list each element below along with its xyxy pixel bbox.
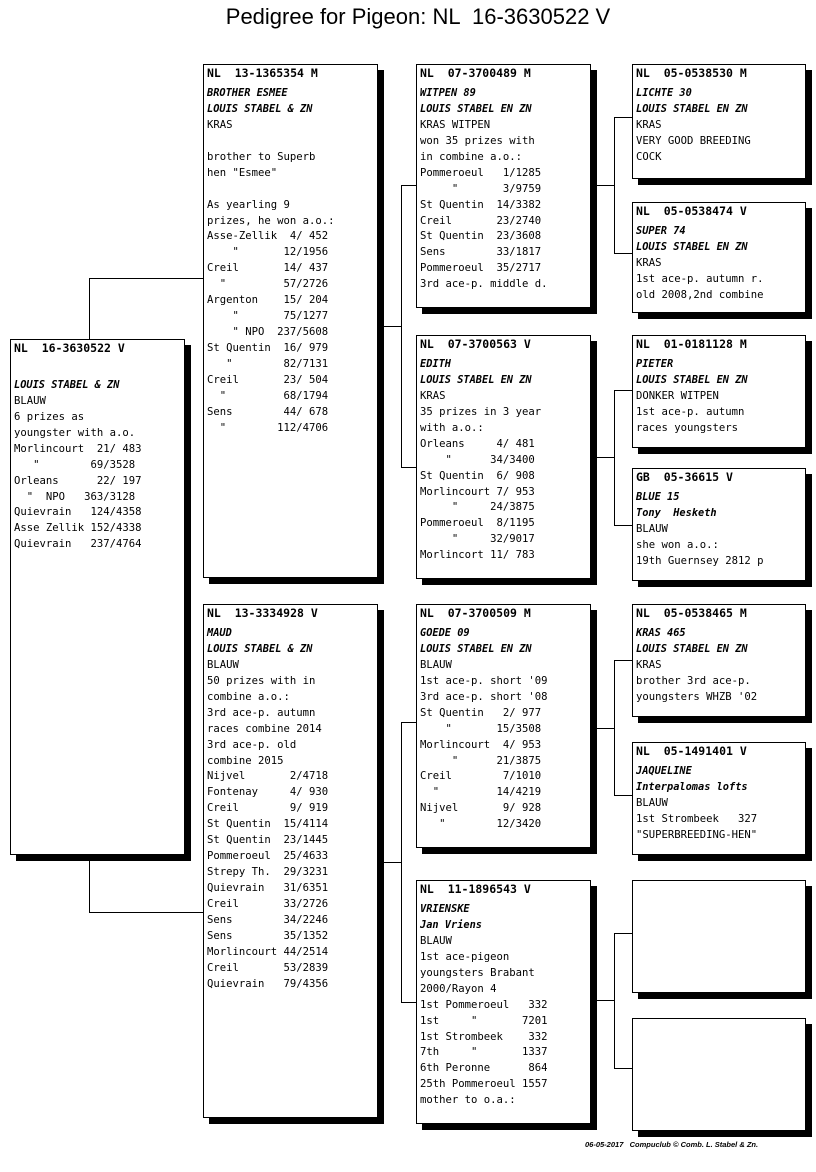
detail-line: KRAS <box>636 118 662 131</box>
ring-number: GB 05-36615 V <box>636 470 733 484</box>
card-details <box>420 357 541 564</box>
detail-line: As yearling 9 <box>207 198 290 211</box>
owner-name: Jan Vriens <box>420 918 482 931</box>
pigeon-name: KRAS 465 <box>636 627 686 639</box>
detail-line: 2000/Rayon 4 <box>420 982 497 995</box>
detail-line: BLAUW <box>420 658 452 671</box>
connector-line <box>89 278 204 279</box>
empty-pedigree-card <box>632 880 806 993</box>
detail-line: Argenton 15/ 204 <box>207 294 329 307</box>
owner-name: LOUIS STABEL & ZN <box>207 102 313 115</box>
detail-line: 3rd ace-p. autumn <box>207 706 316 719</box>
ring-number: NL 05-1491401 V <box>636 744 747 758</box>
detail-line: combine a.o.: <box>207 690 290 703</box>
connector-line <box>595 728 614 729</box>
pigeon-name: JAQUELINE <box>636 765 692 777</box>
detail-line: 50 prizes with in <box>207 674 316 687</box>
detail-line: Asse-Zellik 4/ 452 <box>207 230 329 243</box>
pigeon-name: WITPEN 89 <box>420 87 476 99</box>
detail-line: " 3/9759 <box>420 182 542 195</box>
detail-line: 1st Pommeroeul 332 <box>420 998 548 1011</box>
great-grandparent-card <box>632 604 806 717</box>
ring-number: NL 07-3700509 M <box>420 606 531 620</box>
connector-line <box>401 467 417 468</box>
detail-line: St Quentin 2/ 977 <box>420 706 542 719</box>
connector-line <box>614 660 615 796</box>
detail-line: "SUPERBREEDING-HEN" <box>636 828 758 841</box>
detail-line: 3rd ace-p. old <box>207 738 297 751</box>
detail-line: 1st ace-p. short '09 <box>420 674 548 687</box>
detail-line: " 21/3875 <box>420 754 542 767</box>
ring-number: NL 13-1365354 M <box>207 66 318 80</box>
detail-line: " 15/3508 <box>420 722 542 735</box>
detail-line: " 24/3875 <box>420 501 535 514</box>
connector-line <box>401 722 402 1003</box>
detail-line: 1st ace-p. autumn <box>636 405 745 418</box>
detail-line: Creil 14/ 437 <box>207 262 329 275</box>
pigeon-name: EDITH <box>420 358 451 370</box>
connector-line <box>401 185 402 468</box>
ring-number: NL 13-3334928 V <box>207 606 318 620</box>
detail-line: Creil 23/ 504 <box>207 373 329 386</box>
detail-line: BLAUW <box>207 658 239 671</box>
connector-line <box>614 933 633 934</box>
detail-line: BLAUW <box>636 796 668 809</box>
card-details <box>420 86 548 293</box>
page-title: Pedigree for Pigeon: NL 16-3630522 V <box>225 4 611 29</box>
detail-line: with a.o.: <box>420 421 484 434</box>
detail-line: Quievrain 124/4358 <box>14 506 142 519</box>
software-credit: Compuclub © Comb. L. Stabel & Zn. <box>629 1140 759 1149</box>
connector-line <box>614 933 615 1069</box>
detail-line: COCK <box>636 150 662 163</box>
detail-line <box>207 182 335 198</box>
detail-line: races combine 2014 <box>207 722 322 735</box>
detail-line: Fontenay 4/ 930 <box>207 786 329 799</box>
card-details <box>636 357 748 437</box>
connector-line <box>614 390 615 526</box>
detail-line: " 34/3400 <box>420 453 535 466</box>
great-grandparent-card <box>632 742 806 855</box>
detail-line: Nijvel 2/4718 <box>207 770 329 783</box>
detail-line: Sens 33/1817 <box>420 246 542 259</box>
paternal-grandmother-card <box>416 335 591 579</box>
detail-line: Morlincourt 4/ 953 <box>420 738 542 751</box>
detail-line: prizes, he won a.o.: <box>207 214 335 227</box>
detail-line: brother to Superb <box>207 150 316 163</box>
pigeon-name: BROTHER ESMEE <box>207 87 288 99</box>
detail-line: Asse Zellik 152/4338 <box>14 522 142 535</box>
detail-line: Quievrain 237/4764 <box>14 538 142 551</box>
ring-number: NL 01-0181128 M <box>636 337 747 351</box>
detail-line: BLAUW <box>636 522 668 535</box>
detail-line: Creil 33/2726 <box>207 897 329 910</box>
detail-line <box>14 362 142 378</box>
connector-line <box>614 117 615 254</box>
detail-line: " 82/7131 <box>207 357 329 370</box>
pigeon-name: SUPER 74 <box>636 225 686 237</box>
detail-line: KRAS <box>636 658 662 671</box>
detail-line: St Quentin 16/ 979 <box>207 342 329 354</box>
owner-name: LOUIS STABEL EN ZN <box>636 642 748 655</box>
great-grandparent-card <box>632 468 806 581</box>
detail-line: " 69/3528 <box>14 458 136 471</box>
detail-line: St Quentin 6/ 908 <box>420 469 535 482</box>
detail-line: " NPO 237/5608 <box>207 326 329 339</box>
connector-line <box>614 525 633 526</box>
connector-line <box>614 390 633 391</box>
paternal-grandfather-card <box>416 64 591 308</box>
detail-line: 1st Strombeek 327 <box>636 812 758 825</box>
detail-line: Morlincourt 44/2514 <box>207 945 329 958</box>
great-grandparent-card <box>632 335 806 448</box>
father-card <box>203 64 378 578</box>
pigeon-name: GOEDE 09 <box>420 627 470 639</box>
detail-line: 6 prizes as <box>14 410 85 423</box>
card-details <box>636 626 757 706</box>
maternal-grandmother-card <box>416 880 591 1124</box>
detail-line: " 12/1956 <box>207 246 329 259</box>
detail-line: " 112/4706 <box>207 421 329 434</box>
connector-line <box>382 862 401 863</box>
connector-line <box>401 722 417 723</box>
card-details <box>207 86 335 437</box>
card-details <box>420 626 548 833</box>
connector-line <box>401 1002 417 1003</box>
card-details <box>636 86 751 166</box>
detail-line: youngsters Brabant <box>420 966 535 979</box>
detail-line: " 32/9017 <box>420 533 535 546</box>
great-grandparent-card <box>632 64 806 179</box>
connector-line <box>595 1000 614 1001</box>
connector-line <box>382 326 401 327</box>
detail-line: " 14/4219 <box>420 786 542 799</box>
subject-pigeon-card <box>10 339 185 855</box>
connector-line <box>614 660 633 661</box>
detail-line: St Quentin 23/1445 <box>207 834 329 847</box>
detail-line: Creil 7/1010 <box>420 770 542 783</box>
card-details <box>636 224 764 304</box>
owner-name: LOUIS STABEL EN ZN <box>636 102 748 115</box>
ring-number: NL 07-3700563 V <box>420 337 531 351</box>
owner-name: LOUIS STABEL EN ZN <box>420 373 532 386</box>
ring-number: NL 11-1896543 V <box>420 882 531 896</box>
detail-line: KRAS WITPEN <box>420 118 491 131</box>
detail-line: St Quentin 15/4114 <box>207 818 329 831</box>
detail-line: 6th Peronne 864 <box>420 1062 548 1075</box>
detail-line: " NPO 363/3128 <box>14 490 136 503</box>
detail-line: Creil 53/2839 <box>207 961 329 974</box>
detail-line: races youngsters <box>636 421 739 434</box>
print-date: 06-05-2017 <box>585 1140 624 1149</box>
connector-line <box>89 278 90 340</box>
detail-line: mother to o.a.: <box>420 1094 516 1107</box>
detail-line: 3rd ace-p. middle d. <box>420 278 548 291</box>
detail-line: Morlincourt 7/ 953 <box>420 485 535 498</box>
owner-name: LOUIS STABEL EN ZN <box>420 642 532 655</box>
card-details <box>420 902 548 1109</box>
pigeon-name: MAUD <box>207 627 232 639</box>
owner-name: LOUIS STABEL & ZN <box>14 378 120 391</box>
ring-number: NL 05-0538530 M <box>636 66 747 80</box>
detail-line: 35 prizes in 3 year <box>420 405 542 418</box>
detail-line: brother 3rd ace-p. <box>636 674 751 687</box>
detail-line: 1st " 7201 <box>420 1014 548 1027</box>
detail-line: Quievrain 79/4356 <box>207 977 329 990</box>
card-details <box>636 764 757 844</box>
owner-name: Tony Hesketh <box>636 506 717 519</box>
detail-line: she won a.o.: <box>636 538 719 551</box>
detail-line: combine 2015 <box>207 754 284 767</box>
connector-line <box>595 185 614 186</box>
owner-name: LOUIS STABEL EN ZN <box>636 373 748 386</box>
ring-number: NL 16-3630522 V <box>14 341 125 355</box>
detail-line: Pommeroeul 1/1285 <box>420 166 542 179</box>
detail-line: Pommeroeul 8/1195 <box>420 517 535 530</box>
ring-number: NL 05-0538474 V <box>636 204 747 218</box>
detail-line: Sens 35/1352 <box>207 929 329 942</box>
detail-line: Nijvel 9/ 928 <box>420 802 542 815</box>
ring-number: NL 05-0538465 M <box>636 606 747 620</box>
connector-line <box>614 1068 633 1069</box>
detail-line <box>207 134 335 150</box>
card-details <box>207 626 328 993</box>
owner-name: LOUIS STABEL & ZN <box>207 642 313 655</box>
detail-line: " 68/1794 <box>207 389 329 402</box>
detail-line: Sens 34/2246 <box>207 913 329 926</box>
pigeon-name: BLUE 15 <box>636 491 680 503</box>
maternal-grandfather-card <box>416 604 591 848</box>
detail-line: old 2008,2nd combine <box>636 288 764 301</box>
connector-line <box>595 457 614 458</box>
detail-line: Creil 23/2740 <box>420 214 542 227</box>
detail-line: BLAUW <box>420 934 452 947</box>
detail-line: Morlincourt 21/ 483 <box>14 442 142 455</box>
detail-line: DONKER WITPEN <box>636 389 719 402</box>
detail-line: Pommeroeul 35/2717 <box>420 262 542 275</box>
connector-line <box>614 253 633 254</box>
detail-line: " 57/2726 <box>207 278 329 291</box>
connector-line <box>89 912 204 913</box>
pigeon-name: PIETER <box>636 358 674 370</box>
pigeon-name: LICHTE 30 <box>636 87 692 99</box>
ring-number: NL 07-3700489 M <box>420 66 531 80</box>
detail-line: VERY GOOD BREEDING <box>636 134 751 147</box>
detail-line: St Quentin 23/3608 <box>420 230 542 243</box>
detail-line: youngster with a.o. <box>14 426 136 439</box>
detail-line: Creil 9/ 919 <box>207 802 329 815</box>
detail-line: BLAUW <box>14 394 46 407</box>
connector-line <box>89 855 90 912</box>
card-details <box>636 490 764 570</box>
mother-card <box>203 604 378 1118</box>
detail-line: KRAS <box>636 256 662 269</box>
detail-line: " 75/1277 <box>207 310 329 323</box>
detail-line: 25th Pommeroeul 1557 <box>420 1078 548 1091</box>
detail-line: Sens 44/ 678 <box>207 405 329 418</box>
detail-line: in combine a.o.: <box>420 150 523 163</box>
detail-line: " 12/3420 <box>420 818 542 831</box>
detail-line: Strepy Th. 29/3231 <box>207 866 329 879</box>
detail-line: Pommeroeul 25/4633 <box>207 850 329 863</box>
detail-line: Morlincort 11/ 783 <box>420 549 535 562</box>
owner-name: Interpalomas lofts <box>636 780 748 793</box>
detail-line: 19th Guernsey 2812 p <box>636 554 764 567</box>
detail-line: Orleans 4/ 481 <box>420 437 535 450</box>
connector-line <box>401 185 417 186</box>
owner-name: LOUIS STABEL EN ZN <box>420 102 532 115</box>
footer-credit <box>585 1140 758 1149</box>
detail-line: 1st ace-p. autumn r. <box>636 272 764 285</box>
detail-line: Quievrain 31/6351 <box>207 882 329 894</box>
connector-line <box>614 117 633 118</box>
owner-name: LOUIS STABEL EN ZN <box>636 240 748 253</box>
card-details <box>14 362 142 553</box>
detail-line: 7th " 1337 <box>420 1046 548 1059</box>
detail-line: 1st Strombeek 332 <box>420 1030 548 1043</box>
empty-pedigree-card <box>632 1018 806 1131</box>
pigeon-name: VRIENSKE <box>420 903 470 915</box>
detail-line: St Quentin 14/3382 <box>420 198 542 211</box>
detail-line: hen "Esmee" <box>207 166 278 179</box>
detail-line: KRAS <box>207 118 233 131</box>
detail-line: Orleans 22/ 197 <box>14 474 142 487</box>
detail-line: won 35 prizes with <box>420 134 535 147</box>
great-grandparent-card <box>632 202 806 313</box>
detail-line: 3rd ace-p. short '08 <box>420 690 548 703</box>
connector-line <box>614 795 633 796</box>
detail-line: youngsters WHZB '02 <box>636 690 758 703</box>
detail-line: KRAS <box>420 389 446 402</box>
detail-line: 1st ace-pigeon <box>420 950 510 963</box>
